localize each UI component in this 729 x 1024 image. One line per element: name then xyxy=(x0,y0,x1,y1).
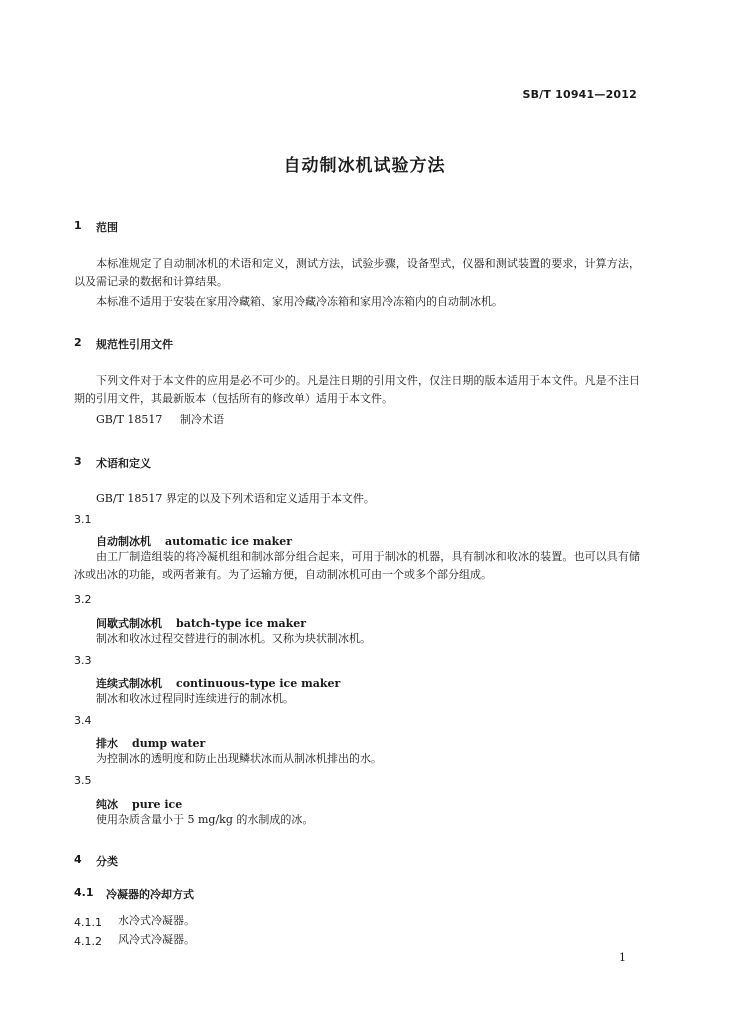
term-zh: 自动制冰机 xyxy=(96,535,151,548)
section-3-number: 3 xyxy=(74,455,82,468)
term-heading xyxy=(96,672,340,691)
item-number: 4.1.2 xyxy=(74,935,102,948)
term-number: 3.3 xyxy=(74,654,92,667)
term-en: continuous-type ice maker xyxy=(176,677,341,690)
term-number: 3.4 xyxy=(74,714,92,727)
term-number: 3.1 xyxy=(74,513,92,526)
item-text: 水冷式冷凝器。 xyxy=(118,914,195,927)
reference-title: 制冷术语 xyxy=(180,413,224,426)
term-heading xyxy=(96,732,205,751)
section-2-number: 2 xyxy=(74,336,82,349)
item-number: 4.1.1 xyxy=(74,916,102,929)
term-definition: 制冰和收冰过程交替进行的制冰机。又称为块状制冰机。 xyxy=(96,632,371,645)
term-zh: 连续式制冰机 xyxy=(96,677,162,690)
section-2-para-1: 下列文件对于本文件的应用是必不可少的。凡是注日期的引用文件，仅注日期的版本适用于本文件。凡是不注日期的引用文件，其最新版本（包括所有的修改单）适用于本文件。 xyxy=(74,374,640,405)
section-2-heading: 规范性引用文件 xyxy=(96,338,173,351)
term-en: automatic ice maker xyxy=(165,535,292,548)
document-title: 自动制冰机试验方法 xyxy=(283,156,446,176)
section-1-para-1: 本标准规定了自动制冰机的术语和定义，测试方法，试验步骤，设备型式，仪器和测试装置的要求，计算方法，以及需记录的数据和计算结果。 xyxy=(74,257,640,288)
term-definition: 由工厂制造组装的将冷凝机组和制冰部分组合起来，可用于制冰的机器，具有制冰和收冰的装置。也可以具有储冰或出冰的功能，或两者兼有。为了运输方便，自动制冰机可由一个或多个部分组成。 xyxy=(74,550,640,581)
standard-code: SB/T 10941—2012 xyxy=(522,88,637,101)
term-zh: 纯冰 xyxy=(96,798,118,811)
section-3-heading: 术语和定义 xyxy=(96,457,151,470)
term-en: pure ice xyxy=(132,798,183,811)
term-number: 3.2 xyxy=(74,593,92,606)
page-number: 1 xyxy=(619,951,626,964)
term-heading xyxy=(96,793,182,812)
section-1-number: 1 xyxy=(74,219,82,232)
section-3-intro: GB/T 18517 界定的以及下列术语和定义适用于本文件。 xyxy=(96,492,375,505)
item-text: 风冷式冷凝器。 xyxy=(118,933,195,946)
subsection-heading: 冷凝器的冷却方式 xyxy=(106,888,194,901)
reference-code: GB/T 18517 xyxy=(96,413,163,426)
term-heading xyxy=(96,530,292,549)
section-4-number: 4 xyxy=(74,853,82,866)
term-definition: 制冰和收冰过程同时连续进行的制冰机。 xyxy=(96,692,294,705)
term-en: batch-type ice maker xyxy=(176,617,307,630)
term-definition: 使用杂质含量小于 5 mg/kg 的水制成的冰。 xyxy=(96,813,314,826)
section-1-para-2: 本标准不适用于安装在家用冷藏箱、家用冷藏冷冻箱和家用冷冻箱内的自动制冰机。 xyxy=(96,295,503,308)
term-definition: 为控制冰的透明度和防止出现鳞状冰而从制冰机排出的水。 xyxy=(96,752,382,765)
term-zh: 间歇式制冰机 xyxy=(96,617,162,630)
term-number: 3.5 xyxy=(74,774,92,787)
term-zh: 排水 xyxy=(96,737,118,750)
section-1-heading: 范围 xyxy=(96,221,118,234)
section-4-heading: 分类 xyxy=(96,855,118,868)
term-en: dump water xyxy=(132,737,206,750)
subsection-number: 4.1 xyxy=(74,886,94,899)
term-heading xyxy=(96,612,306,631)
